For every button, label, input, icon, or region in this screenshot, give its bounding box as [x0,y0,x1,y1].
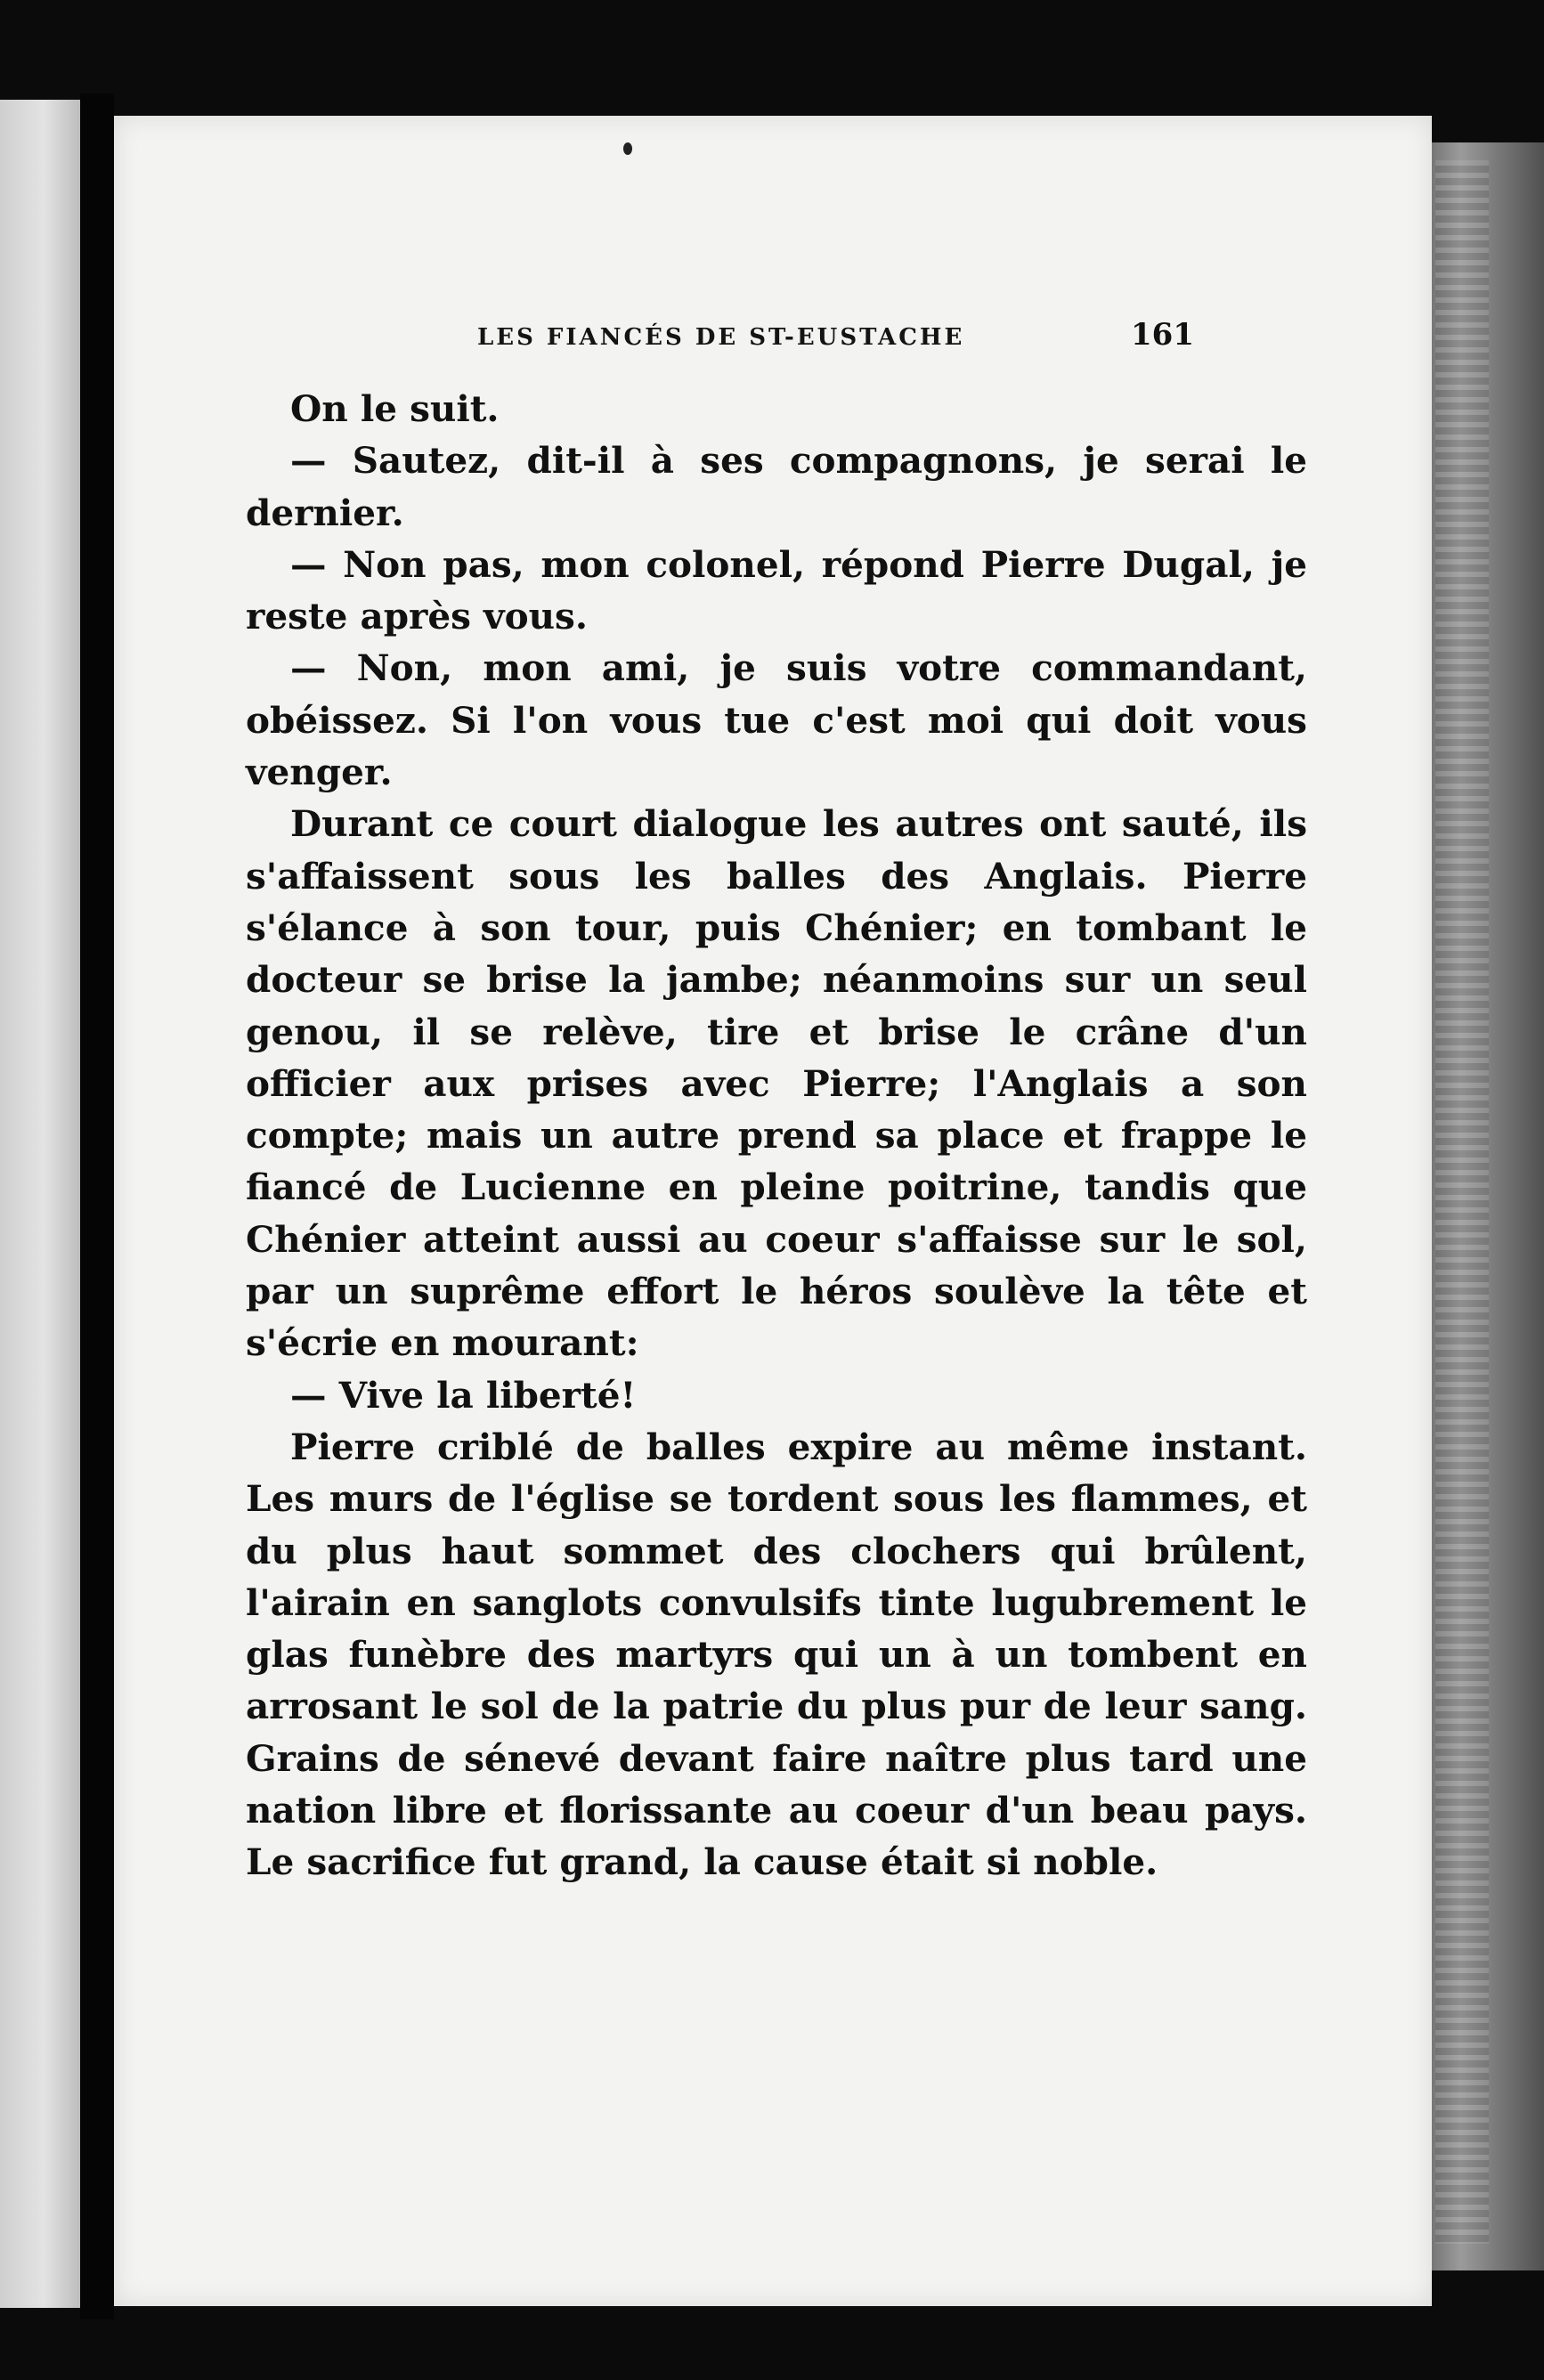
ink-dot [623,142,632,155]
paragraph: On le suit. [290,387,500,430]
paragraph: Durant ce court dialogue les autres ont sauté, ils s'affaissent sous les balles des Anglais. Pierre s'élance à son tour, puis Chénier; en tombant le docteur se brise la jambe; néanmoins sur un seul genou, il se relève, tire et brise le crâne d'un officier aux prises avec Pierre; l'Anglais a son compte; mais un autre prend sa place et frappe le fiancé de Lucienne en pleine poitrine, tandis que Chénier atteint aussi au coeur s'affaisse sur le sol, par un suprême effort le héros soulève la tête et s'écrie en mourant: [246,802,1307,1365]
paragraph: — Non pas, mon colonel, répond Pierre Dugal, je reste après vous. [246,542,1307,638]
binding-gutter [80,93,114,2319]
running-title: LES FIANCÉS DE ST-EUSTACHE [477,324,965,351]
paragraph: Pierre criblé de balles expire au même instant. Les murs de l'église se tordent sous les flammes, et du plus haut sommet des clochers qui brûlent, l'airain en sanglots convulsifs tinte lugubrement le glas funèbre des martyrs qui un à un tombent en arrosant le sol de la patrie du plus pur de leur sang. Grains de sénevé devant faire naître plus tard une nation libre et florissante au coeur d'un beau pays. Le sacrifice fut grand, la cause était si noble. [246,1425,1307,1884]
paragraph: — Vive la liberté! [290,1373,637,1417]
left-page-edge [0,100,80,2308]
paragraph: — Non, mon ami, je suis votre commandant, obéissez. Si l'on vous tue c'est moi qui doit vous venger. [246,646,1307,794]
body-text [246,383,1307,1889]
right-page-stack-texture [1435,160,1489,2244]
page-number: 161 [1131,317,1194,353]
paragraph: — Sautez, dit-il à ses compagnons, je serai le dernier. [246,439,1307,534]
book-page [114,116,1432,2306]
